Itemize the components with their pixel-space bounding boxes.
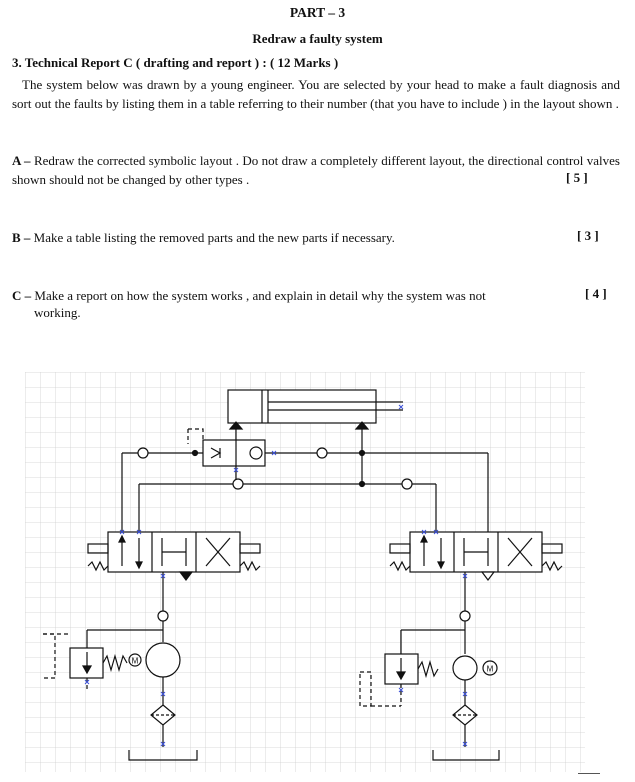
hydraulic-circuit-diagram xyxy=(25,372,585,772)
intro-paragraph: The system below was drawn by a young engineer. You are selected by your head to make a fault diagnosis and sort out the faults by listing them in a table referring to their number (that you have to include ) in the layout shown . xyxy=(12,77,620,111)
question-c-marks: [ 4 ] xyxy=(585,286,607,301)
right-motor-label: M xyxy=(486,664,494,674)
question-c-text: Make a report on how the system works , and explain in detail why the system was not xyxy=(31,288,486,303)
question-a-marks: [ 5 ] xyxy=(566,170,588,185)
question-b xyxy=(12,228,620,247)
question-a-text: Redraw the corrected symbolic layout . Do not draw a completely different layout, the directional control valves shown should not be changed by other types . xyxy=(12,153,620,187)
question-a xyxy=(12,151,620,189)
question-heading: 3. Technical Report C ( drafting and report ) : ( 12 Marks ) xyxy=(12,55,339,70)
question-c xyxy=(12,286,572,305)
left-motor-label: M xyxy=(131,656,139,666)
question-b-text: Make a table listing the removed parts and the new parts if necessary. xyxy=(30,230,395,245)
question-b-marks: [ 3 ] xyxy=(577,228,599,243)
page-corner-line xyxy=(578,773,600,774)
question-c-label: C – xyxy=(12,288,32,303)
question-a-label: A – xyxy=(12,153,31,168)
question-b-label: B – xyxy=(12,230,31,245)
part-title: PART – 3 xyxy=(289,5,346,20)
subtitle: Redraw a faulty system xyxy=(252,31,383,46)
question-c-continuation: working. xyxy=(34,305,81,320)
